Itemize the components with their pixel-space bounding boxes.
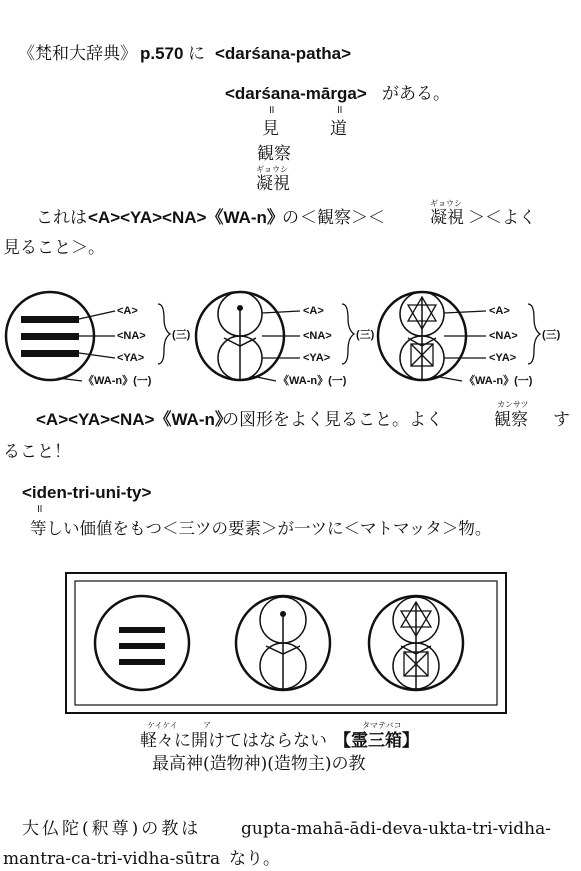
para2-ruby-kansatsu: カンサツ <box>497 400 529 409</box>
ga-aru: がある。 <box>382 84 450 104</box>
gloss-kansatsu: 観察 <box>257 144 291 164</box>
closing-lead: 大仏陀(釈尊)の教は <box>22 819 202 839</box>
caption-supreme-god: 最高神(造物神)(造物主)の教 <box>152 754 366 774</box>
box-figure-two-circles <box>236 596 330 690</box>
para2-tags: <A><YA><NA>《WA-n》 <box>36 410 232 429</box>
closing-end: なり。 <box>229 849 280 869</box>
para2-body: の図形をよく見ること。よく <box>222 410 443 430</box>
box-figure-star-pattern <box>369 596 463 690</box>
closing-latin-1: gupta-mahā-ādi-deva-ukta-tri-vidha- <box>241 819 551 839</box>
para1-lead: これは <box>36 208 87 228</box>
para2-su: す <box>553 410 570 430</box>
identity-equivalence-mark: ॥ <box>36 502 43 515</box>
fig3-label-three: (三) <box>542 329 561 341</box>
term-darsana-patha: <darśana-patha> <box>215 44 352 63</box>
para1-yoku: ＞＜よく <box>468 208 536 228</box>
box-figure-three-bars <box>95 596 189 690</box>
caption-ruby-keikei: ケイケイ <box>147 721 178 730</box>
gloss-gyoushi: 凝視 <box>256 174 290 194</box>
fig2-label-ya: <YA> <box>303 352 331 364</box>
fig1-label-a: <A> <box>117 305 138 317</box>
fig2-label-a: <A> <box>303 305 324 317</box>
para1-tags: <A><YA><NA>《WA-n》 <box>88 208 284 227</box>
para1-kansatsu: ＜観察＞＜ <box>300 208 385 228</box>
source-title: 《梵和大辞典》 <box>18 44 137 64</box>
caption-ruby-a: ア <box>203 721 211 730</box>
gloss-ken: 見 <box>262 119 279 139</box>
caption-ruby-tamatebako: タマテバコ <box>362 721 402 730</box>
equivalence-mark-2: ॥ <box>336 103 343 116</box>
para1-gyoushi: 凝視 <box>430 208 464 228</box>
para1-ruby-gyoushi: ギョウシ <box>430 199 462 208</box>
fig1-label-na: <NA> <box>117 330 146 342</box>
fig2-label-na: <NA> <box>303 330 332 342</box>
equivalence-mark-1: ॥ <box>268 103 275 116</box>
fig3-label-na: <NA> <box>489 330 518 342</box>
fig1-label-wan: 《WA-n》(一) <box>83 375 152 387</box>
gloss-gyoushi-ruby: ギョウシ <box>256 165 288 174</box>
particle-ni: に <box>188 44 205 64</box>
fig3-label-ya: <YA> <box>489 352 517 364</box>
para1-line2: 見ること＞。 <box>3 238 105 258</box>
fig3-label-wan: 《WA-n》(一) <box>464 375 533 387</box>
para2-line2: ること！ <box>3 442 71 462</box>
para1-no: の <box>282 208 299 228</box>
caption-warning: 軽々に開けてはならない <box>140 731 327 751</box>
caption-reisanbako: 【霊三箱】 <box>334 731 419 751</box>
identity-term: <iden-tri-uni-ty> <box>22 483 152 502</box>
para2-kansatsu: 観察 <box>494 410 528 430</box>
fig2-label-three: (三) <box>356 329 375 341</box>
fig2-label-wan: 《WA-n》(一) <box>278 375 347 387</box>
closing-latin-2: mantra-ca-tri-vidha-sūtra <box>3 849 221 869</box>
fig3-label-a: <A> <box>489 305 510 317</box>
page-reference: p.570 <box>140 44 184 63</box>
identity-definition: 等しい価値をもつ＜三ツの要素＞が一ツに＜マトマッタ＞物。 <box>30 519 492 538</box>
fig1-label-three: (三) <box>172 329 191 341</box>
term-darsana-marga: <darśana-mārga> <box>225 84 367 103</box>
gloss-dou: 道 <box>330 119 347 139</box>
fig1-label-ya: <YA> <box>117 352 145 364</box>
